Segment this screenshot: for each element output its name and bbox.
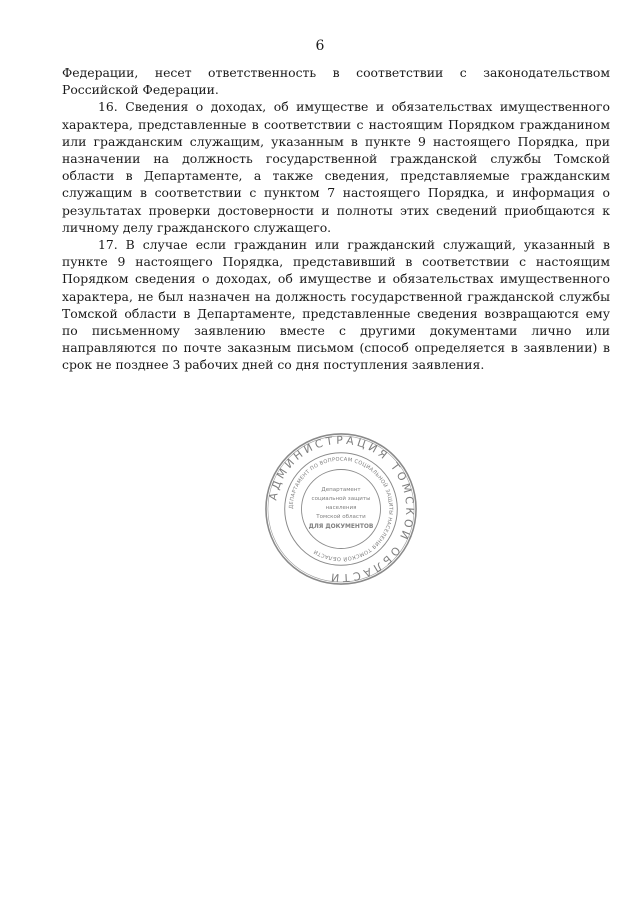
paragraph-item-16: 16. Сведения о доходах, об имуществе и обязательствах имущественного характера, представленные в соответствии с настоящим Порядком гражданином или гражданским служащим, указанным в пункте 9 настоящего Порядка, при назначении на должность государственной гражданской службы Томской области в Департаменте, а также сведения, представляемые гражданским служащим в соответствии с пунктом 7 настоящего Порядка, и информация о результатах проверки достоверности и полноты этих сведений приобщаются к личному делу гражданского служащего. [62, 99, 610, 235]
seal-inner-text: ДЕПАРТАМЕНТ ПО ВОПРОСАМ СОЦИАЛЬНОЙ ЗАЩИТЫ НАСЕЛЕНИЯ ТОМСКОЙ ОБЛАСТИ [288, 456, 394, 562]
seal-center-line-5: ДЛЯ ДОКУМЕНТОВ [308, 523, 374, 530]
paragraph-continuation: Федерации, несет ответственность в соответствии с законодательством Российской Федерации. [62, 65, 610, 98]
seal-center-line-1: Департамент [321, 487, 361, 494]
paragraph-item-17: 17. В случае если гражданин или гражданский служащий, указанный в пункте 9 настоящего Порядка, представивший в соответствии с настоящим Порядком сведения о доходах, об имуществе и обязательствах имущественного характера, не был назначен на должность государственной гражданской службы Томской области в Департаменте, представленные сведения возвращаются ему по письменному заявлению вместе с другими документами лично или направляются по почте заказным письмом (способ определяется в заявлении) в срок не позднее 3 рабочих дней со дня поступления заявления. [62, 237, 610, 373]
document-body [62, 64, 610, 374]
seal-center-line-4: Томской области [316, 513, 366, 520]
seal-center-line-3: населения [325, 505, 357, 511]
official-seal-stamp [262, 430, 420, 588]
seal-graphic [262, 430, 420, 588]
seal-center-line-2: социальной защиты [311, 496, 371, 503]
page-number: 6 [315, 38, 325, 54]
seal-outer-text: АДМИНИСТРАЦИЯ ТОМСКОЙ ОБЛАСТИ [266, 433, 417, 585]
